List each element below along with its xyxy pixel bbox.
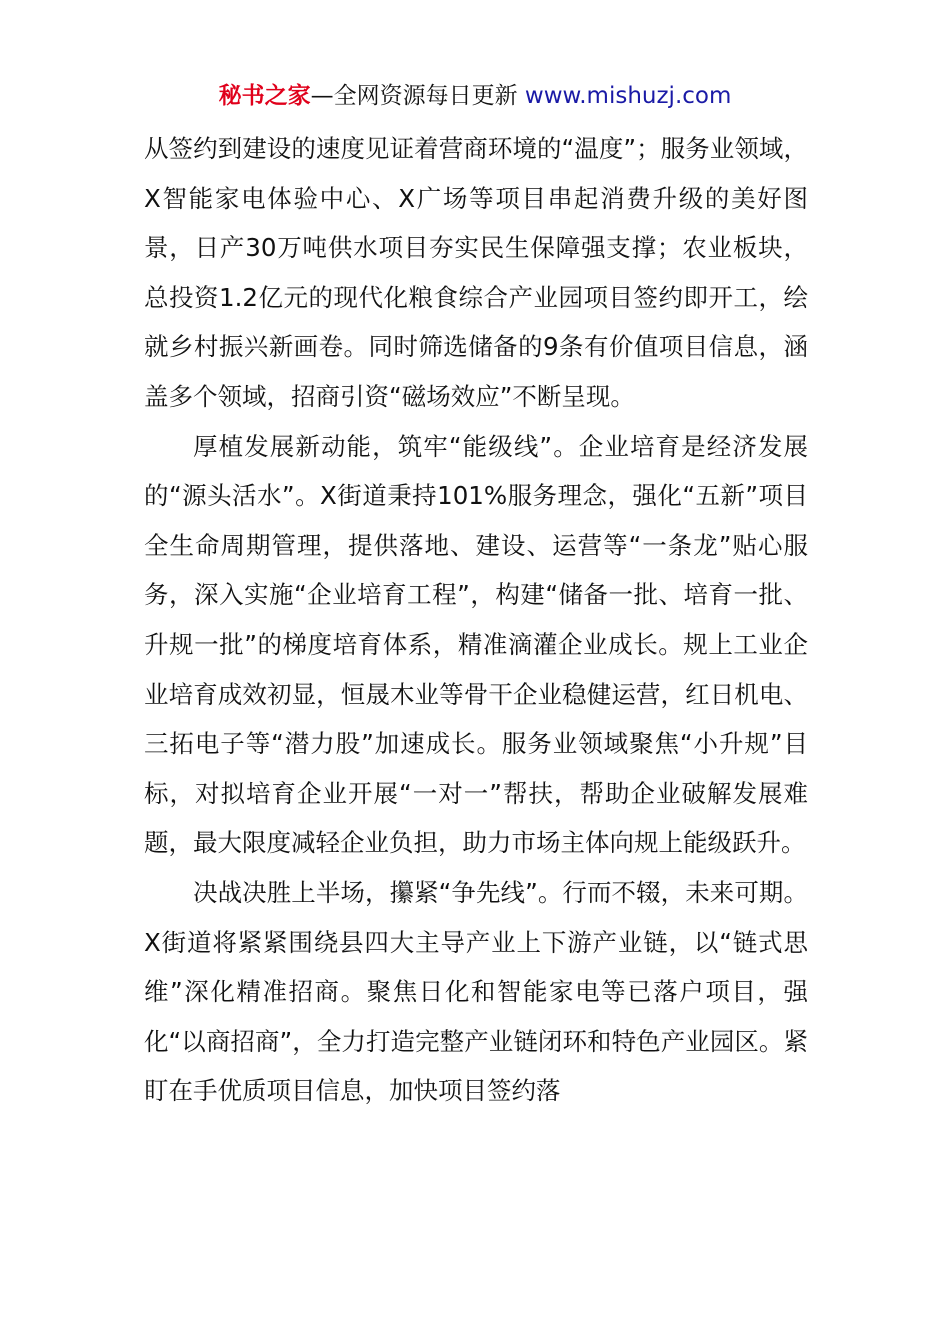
- paragraph-continuation: 从签约到建设的速度见证着营商环境的“温度”；服务业领域，X智能家电体验中心、X广场等项目串起消费升级的美好图景，日产30万吨供水项目夯实民生保障强支撑；农业板块，总投资1.2亿元的现代化粮食综合产业园项目签约即开工，绘就乡村振兴新画卷。同时筛选储备的9条有价值项目信息，涵盖多个领域，招商引资“磁场效应”不断呈现。: [144, 134, 808, 411]
- paragraph-first-half-push: 决战决胜上半场，攥紧“争先线”。行而不辍，未来可期。X街道将紧紧围绕县四大主导产业上下游产业链，以“链式思维”深化精准招商。聚焦日化和智能家电等已落户项目，强化“以商招商”，全力打造完整产业链闭环和特色产业园区。紧盯在手优质项目信息，加快项目签约落: [144, 877, 808, 1106]
- header-url-link[interactable]: www.mishuzj.com: [524, 83, 732, 109]
- page-header: [0, 80, 950, 112]
- paragraph-enterprise-cultivation: 厚植发展新动能，筑牢“能级线”。企业培育是经济发展的“源头活水”。X街道秉持101%服务理念，强化“五新”项目全生命周期管理，提供落地、建设、运营等“一条龙”贴心服务，深入实施“企业培育工程”，构建“储备一批、培育一批、升规一批”的梯度培育体系，精准滴灌企业成长。规上工业企业培育成效初显，恒晟木业等骨干企业稳健运营，红日机电、三拓电子等“潜力股”加速成长。服务业领域聚焦“小升规”目标，对拟培育企业开展“一对一”帮扶，帮助企业破解发展难题，最大限度减轻企业负担，助力市场主体向规上能级跃升。: [144, 431, 808, 858]
- header-tagline: —全网资源每日更新: [310, 83, 518, 109]
- header-brand: 秘书之家: [218, 83, 311, 109]
- document-body: [144, 124, 808, 1116]
